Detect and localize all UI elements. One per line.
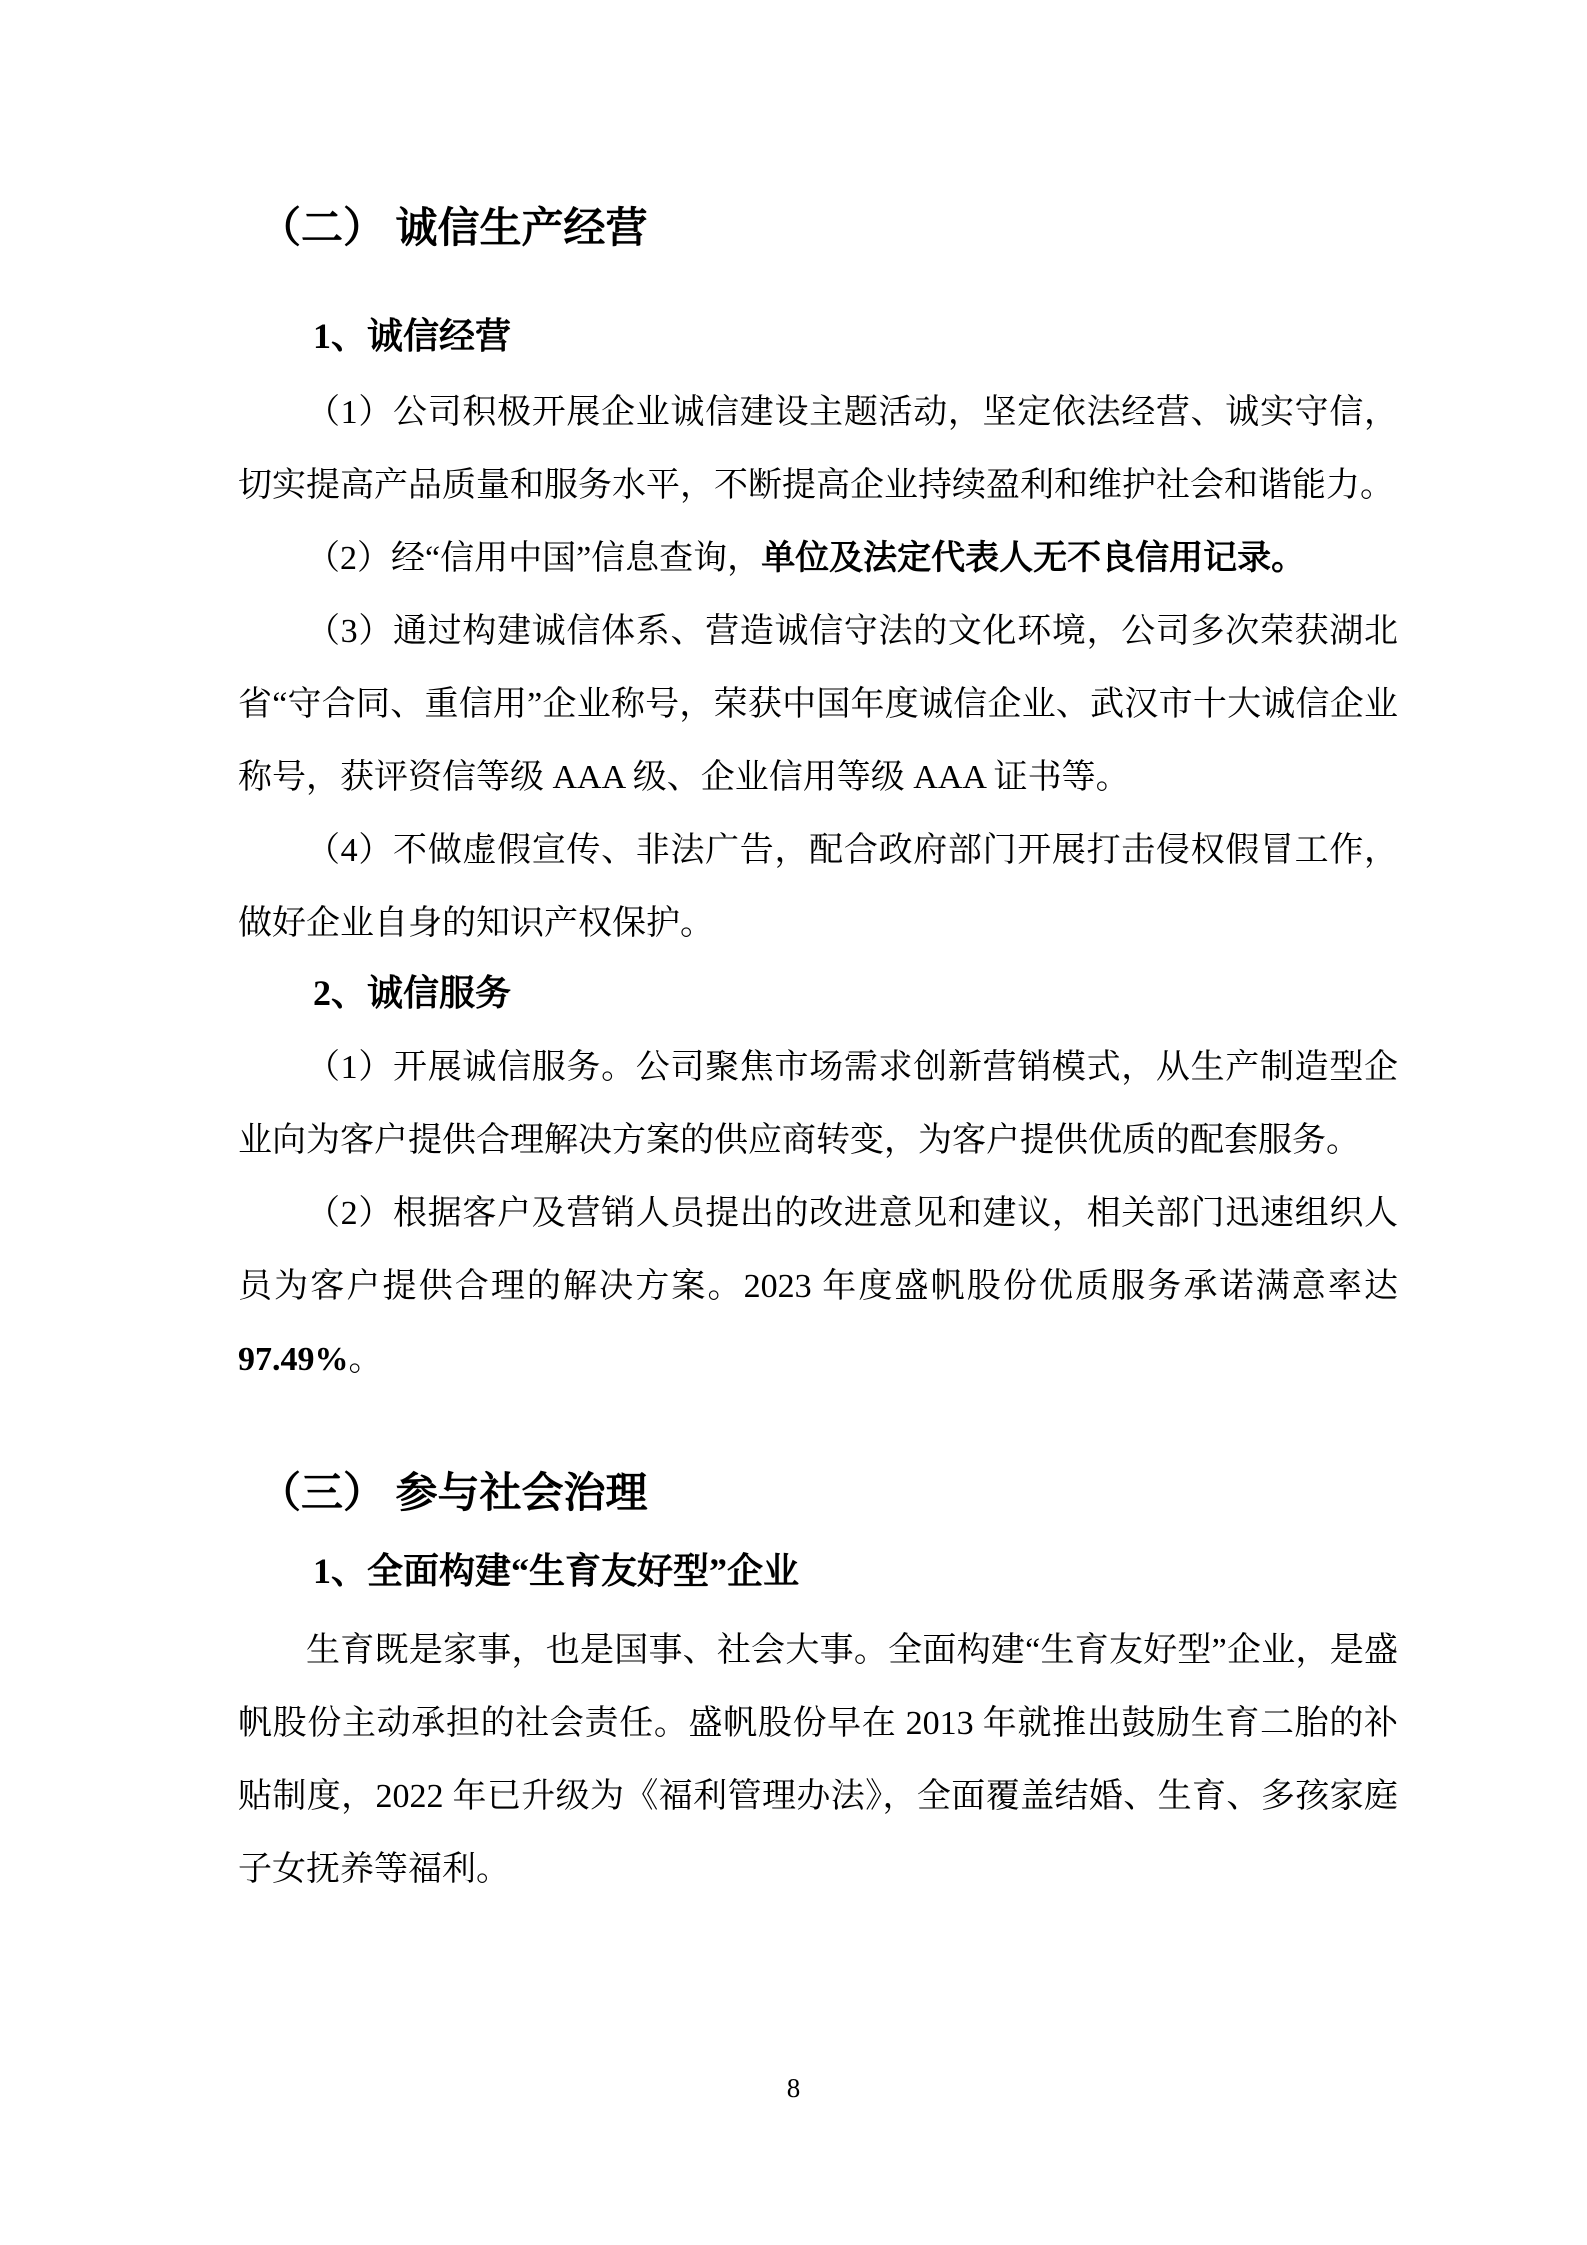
- page-number: 8: [786, 2073, 801, 2103]
- paragraph: （3）通过构建诚信体系、营造诚信守法的文化环境，公司多次荣获湖北省“守合同、重信用”企业称号，荣获中国年度诚信企业、武汉市十大诚信企业称号，获评资信等级 AAA 级、企业信用等级 AAA 证书等。: [238, 613, 1398, 796]
- paragraph: （1）公司积极开展企业诚信建设主题活动，坚定依法经营、诚实守信，切实提高产品质量和服务水平，不断提高企业持续盈利和维护社会和谐能力。: [238, 394, 1398, 504]
- paragraph: 生育既是家事，也是国事、社会大事。全面构建“生育友好型”企业，是盛帆股份主动承担的社会责任。盛帆股份早在 2013 年就推出鼓励生育二胎的补贴制度，2022 年已升级为《福利管理办法》，全面覆盖结婚、生育、多孩家庭子女抚养等福利。: [238, 1632, 1398, 1888]
- subsection-heading-fertility-friendly: 1、全面构建“生育友好型”企业: [313, 1551, 800, 1591]
- paragraph: （2）经“信用中国”信息查询，单位及法定代表人无不良信用记录。: [306, 540, 1306, 577]
- subsection-heading-honest-management: 1、诚信经营: [313, 316, 512, 356]
- subsection-heading-honest-service: 2、诚信服务: [313, 973, 512, 1013]
- section-heading-honest-production: （二） 诚信生产经营: [259, 206, 648, 252]
- paragraph: （2）根据客户及营销人员提出的改进意见和建议，相关部门迅速组织人员为客户提供合理的解决方案。2023 年度盛帆股份优质服务承诺满意率达97.49%。: [238, 1195, 1398, 1378]
- paragraph: （4）不做虚假宣传、非法广告，配合政府部门开展打击侵权假冒工作，做好企业自身的知识产权保护。: [238, 832, 1398, 942]
- section-heading-social-governance: （三） 参与社会治理: [259, 1471, 648, 1517]
- paragraph: （1）开展诚信服务。公司聚焦市场需求创新营销模式，从生产制造型企业向为客户提供合理解决方案的供应商转变，为客户提供优质的配套服务。: [238, 1049, 1398, 1159]
